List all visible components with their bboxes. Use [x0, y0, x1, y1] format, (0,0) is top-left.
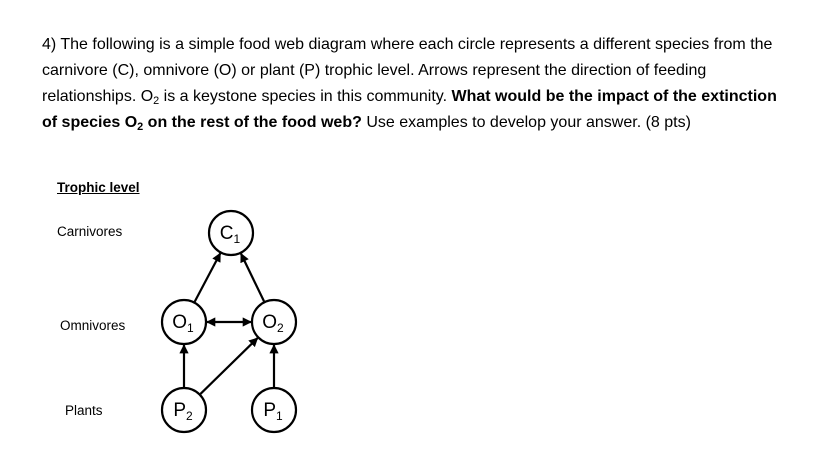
- node-p1-label: $P_1$: [263, 400, 283, 423]
- node-p2: [162, 388, 206, 432]
- arrow-o1-to-c1: [195, 253, 221, 301]
- level-label-omnivores: Omnivores: [60, 318, 126, 333]
- node-c1: [209, 211, 253, 255]
- trophic-level-heading: Trophic level: [57, 180, 140, 195]
- question-line-3-text-b: is a keystone species in this community.: [159, 88, 452, 105]
- question-line-1: 4) The following is a simple food web diagram where each circle represents a different species from the: [42, 36, 773, 53]
- question-line-4-bold-b: on the rest of the food web?: [143, 114, 362, 131]
- question-line-4-rest: Use examples to develop your answer. (8 pts): [361, 114, 691, 131]
- question-line-3-bold: What would be the impact of the extinction: [451, 88, 777, 105]
- level-label-carnivores: Carnivores: [57, 224, 123, 239]
- node-c1-label: $C_1$: [219, 223, 241, 246]
- question-line-4-subscript: 2: [137, 121, 144, 134]
- node-o1-label: $O_1$: [172, 312, 194, 335]
- node-o1: [162, 300, 206, 344]
- node-p1: [252, 388, 296, 432]
- node-p2-label: $P_2$: [173, 400, 193, 423]
- question-line-3-text-a: relationships. O: [42, 88, 154, 105]
- question-line-4-bold-a: of species O: [42, 114, 138, 131]
- arrow-p2-to-o2: [200, 338, 257, 394]
- node-o2-label: $O_2$: [262, 312, 284, 335]
- level-label-plants: Plants: [65, 403, 103, 418]
- question-line-3-subscript: 2: [153, 95, 160, 108]
- arrow-o2-to-c1: [241, 254, 264, 302]
- node-o2: [252, 300, 296, 344]
- question-line-2: carnivore (C), omnivore (O) or plant (P) trophic level. Arrows represent the direction of feeding: [42, 62, 707, 79]
